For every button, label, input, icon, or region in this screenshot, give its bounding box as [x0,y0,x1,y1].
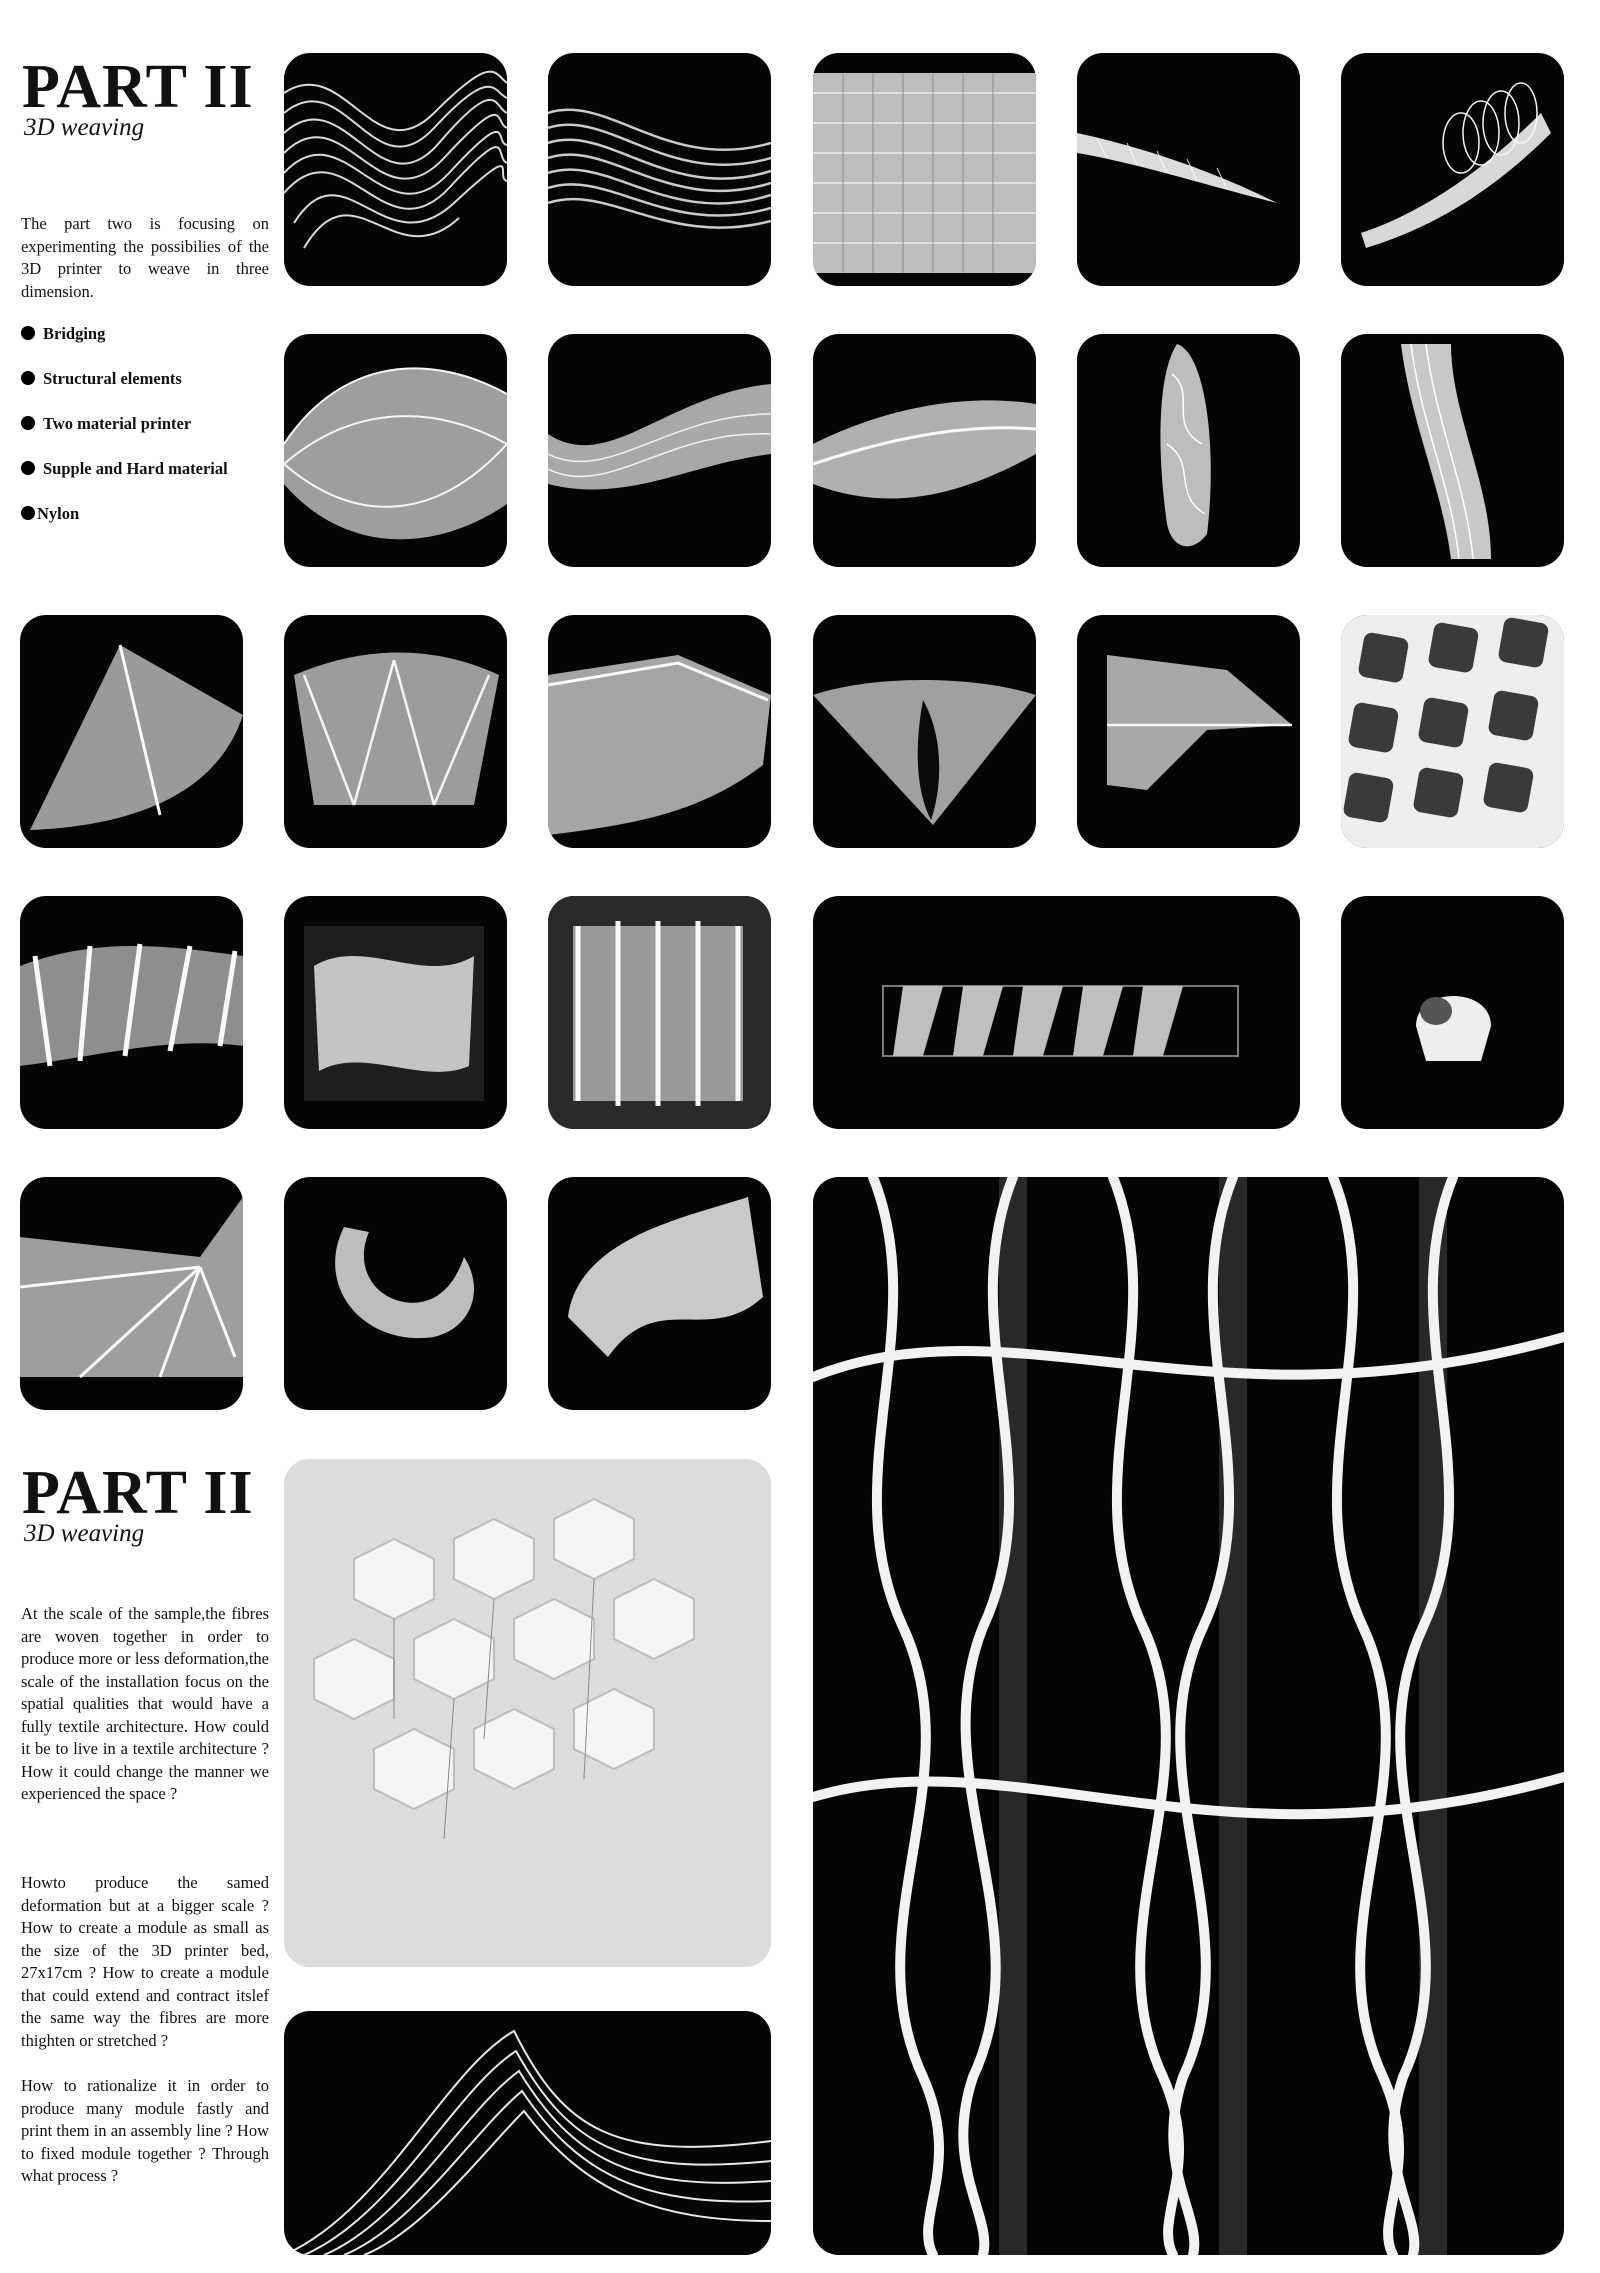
feature-item: Supple and Hard material [21,460,281,505]
sample-photo-rod-cylinder [548,896,771,1129]
sample-photo-feather-strand [1077,53,1300,286]
feature-item: Two material printer [21,415,281,460]
section-1-intro: The part two is focusing on experimenting the possibilies of the 3D printer to weave in three dimension. [21,214,269,301]
sample-photo-curved-blade [813,334,1036,567]
sample-photo-bent-rods [20,896,243,1129]
sample-photo-flowing-strands [548,53,771,286]
feature-item: Bridging [21,325,281,370]
bullet-icon [21,416,35,430]
sample-photo-wavy-cloth [284,896,507,1129]
section-2-title: PART II [22,1459,254,1527]
sample-photo-standing-strip [1341,334,1564,567]
bullet-icon [21,371,35,385]
sample-photo-twisted-mesh [548,334,771,567]
feature-item: Structural elements [21,370,281,415]
section-1-subtitle: 3D weaving [24,114,145,141]
feature-item: Nylon [21,505,281,550]
sample-photo-radial-sheet [20,1177,243,1410]
sample-photo-spiral-ribbon [1341,53,1564,286]
sample-photo-cone-sheet [20,615,243,848]
sample-photo-square-grid [1341,615,1564,848]
photo-hexagon-modules [284,1459,771,1967]
installation-photo-lattice [813,1177,1564,2255]
bullet-icon [21,461,35,475]
sample-photo-leaf-mesh [284,334,507,567]
sample-photo-flat-weave [813,53,1036,286]
bullet-icon [21,326,35,340]
section-2-subtitle: 3D weaving [24,1520,145,1547]
sample-photo-wing-sheet [813,615,1036,848]
bullet-icon [21,506,35,520]
sample-photo-ring-mesh [284,1177,507,1410]
sample-photo-vertical-coil [1077,334,1300,567]
photo-fibre-peaks [284,2011,771,2255]
sample-photo-wave-fibres [284,53,507,286]
section-2-paragraph-3: How to rationalize it in order to produce many module fastly and print them in an assembly line ? How to fixed module together ? Through what process ? [21,2076,269,2185]
sample-photo-folded-mesh [1077,615,1300,848]
section-2-paragraph-2: Howto produce the samed deformation but at a bigger scale ? How to create a module as small as the size of the 3D printer bed, 27x17cm ? How to create a module that could extend and contract itslef the same way the fibres are more thighten or stretched ? [21,1873,269,2050]
sample-photo-dome-module [1341,896,1564,1129]
section-2-paragraph-1: At the scale of the sample,the fibres are woven together in order to produce more or less deformation,the scale of the installation focus on the spatial qualities that would have a fully textile architecture. How could it be to live in a textile architecture ? How it could change the manner we experienced the space ? [21,1604,269,1803]
sample-photo-acrylic-box [813,896,1300,1129]
sample-photo-fan-mesh [284,615,507,848]
feature-list [21,325,281,550]
sample-photo-arched-canopy [548,1177,771,1410]
section-1-title: PART II [22,53,254,121]
sample-photo-draped-sheet [548,615,771,848]
